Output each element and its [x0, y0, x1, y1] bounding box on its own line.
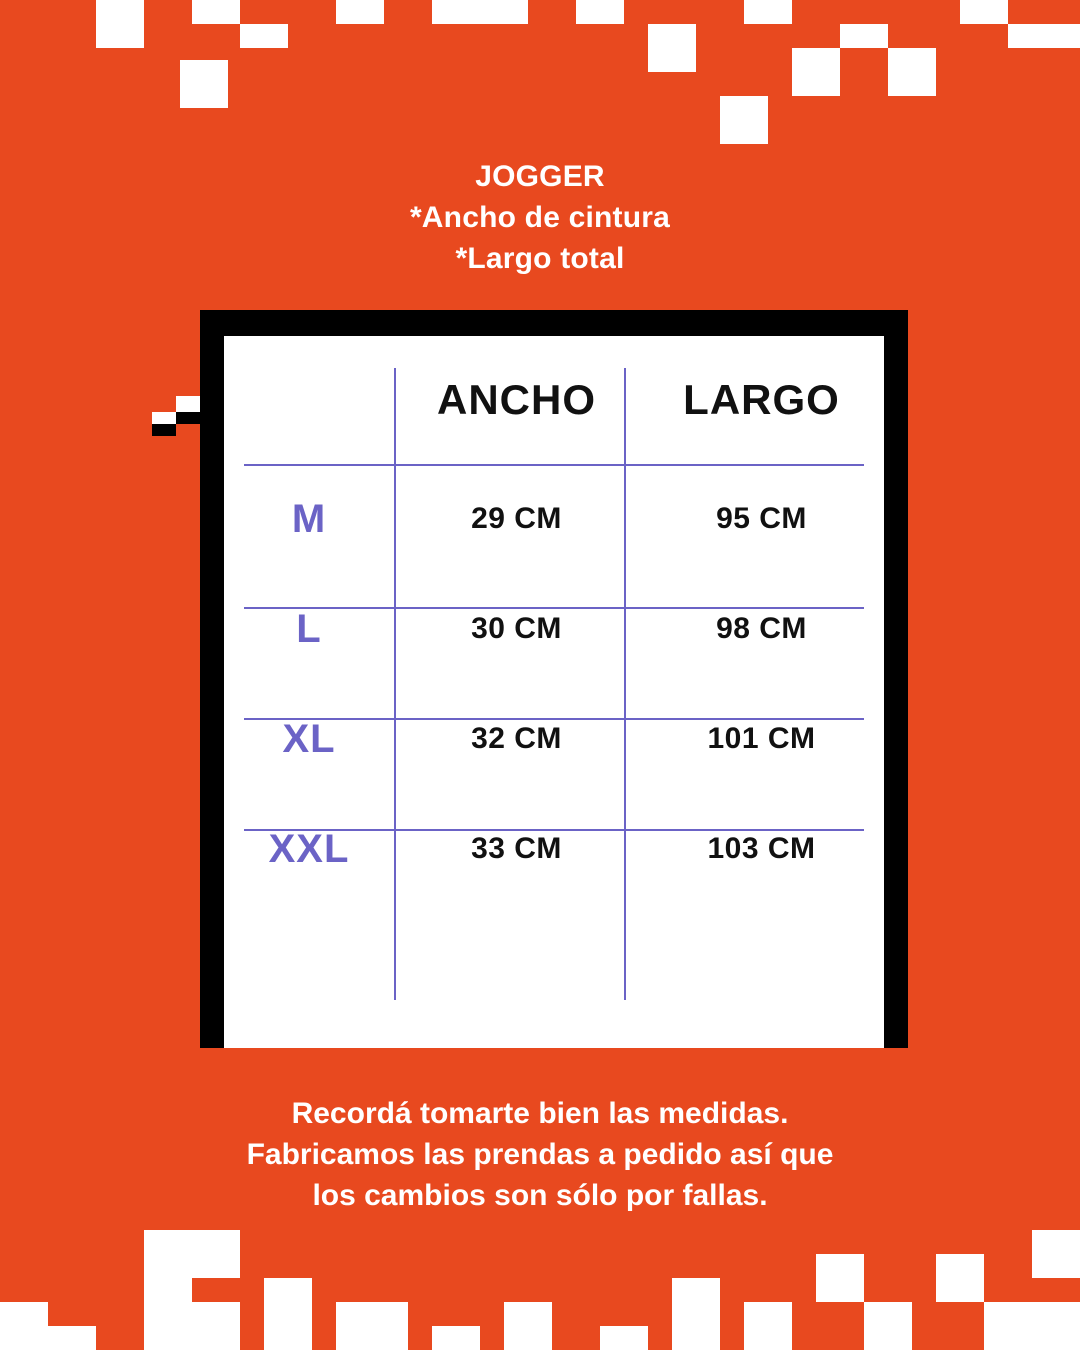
decor-pixel: [1032, 1230, 1080, 1278]
decor-pixel: [576, 0, 624, 24]
column-header-size: [224, 336, 394, 464]
table-bottom-padding: [224, 904, 884, 1054]
cell-ancho: 29 CM: [471, 502, 562, 535]
decor-pixel: [96, 0, 144, 48]
empty-cell: [224, 904, 394, 1054]
decor-pixel: [984, 1302, 1080, 1350]
cell-size: XXL: [268, 826, 350, 871]
decor-pixel: [720, 96, 768, 144]
table-row: [224, 574, 884, 684]
cell-largo: 103 CM: [707, 832, 816, 865]
decor-pixel: [432, 1326, 480, 1350]
decor-pixel: [1008, 24, 1080, 48]
note-largo-total: *Largo total: [455, 242, 625, 275]
column-header-ancho: ANCHO: [437, 376, 596, 423]
decor-pixel: [840, 24, 888, 48]
column-header-largo: LARGO: [683, 376, 840, 423]
decor-pixel: [744, 1302, 792, 1350]
decor-pixel: [600, 1326, 648, 1350]
decor-pixel: [144, 1230, 240, 1278]
cell-largo: 98 CM: [716, 612, 807, 645]
table-row: [224, 464, 884, 574]
page-title: [0, 156, 1080, 279]
decor-pixel: [144, 1278, 192, 1350]
empty-cell: [394, 904, 639, 1054]
cell-ancho: 32 CM: [471, 722, 562, 755]
empty-cell: [639, 904, 884, 1054]
decor-pixel: [504, 1302, 552, 1350]
size-chart-table: [224, 336, 884, 1054]
decor-pixel: [432, 0, 528, 24]
cell-largo: 95 CM: [716, 502, 807, 535]
table-header-row: [224, 336, 884, 464]
decor-pixel: [792, 48, 840, 96]
cell-ancho: 30 CM: [471, 612, 562, 645]
title-jogger: JOGGER: [475, 160, 605, 193]
decor-pixel: [240, 24, 288, 48]
cell-size: M: [291, 496, 327, 541]
decor-pixel: [744, 0, 792, 24]
decor-pixel: [864, 1302, 912, 1350]
footer-line-1: Recordá tomarte bien las medidas.: [291, 1097, 789, 1130]
decor-pixel: [192, 1302, 240, 1350]
decor-pixel: [888, 48, 936, 96]
cell-largo: 101 CM: [707, 722, 816, 755]
footer-note: [0, 1093, 1080, 1216]
table-row: [224, 794, 884, 904]
cell-size: XL: [282, 716, 336, 761]
cell-size: L: [296, 606, 322, 651]
decor-pixel: [192, 0, 240, 24]
decor-pixel: [672, 1278, 720, 1350]
footer-line-2: Fabricamos las prendas a pedido así que: [246, 1138, 834, 1171]
decor-pixel: [180, 60, 228, 108]
decor-pixel: [960, 0, 1008, 24]
footer-line-3: los cambios son sólo por fallas.: [312, 1179, 768, 1212]
decor-pixel: [336, 0, 384, 24]
decor-pixel: [336, 1302, 408, 1350]
decor-pixel: [48, 1326, 96, 1350]
decor-pixel: [0, 1302, 48, 1350]
cell-ancho: 33 CM: [471, 832, 562, 865]
decor-pixel: [936, 1254, 984, 1302]
card-notch-small-fill: [152, 412, 176, 424]
card-notch-large-fill: [176, 396, 200, 412]
decor-pixel: [648, 24, 696, 72]
note-ancho-cintura: *Ancho de cintura: [409, 201, 671, 234]
decor-pixel: [816, 1254, 864, 1302]
table-row: [224, 684, 884, 794]
decor-pixel: [264, 1278, 312, 1350]
